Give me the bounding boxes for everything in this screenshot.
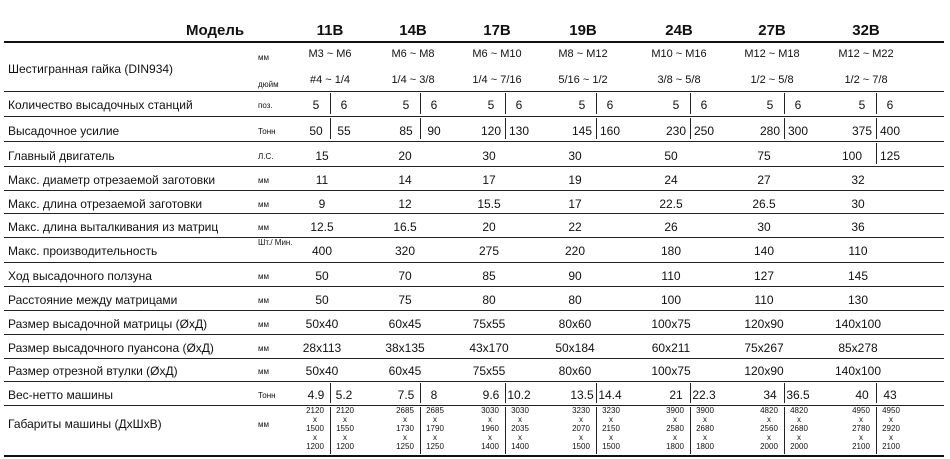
table-cell: 250 [693, 124, 715, 138]
table-cell: 5 [672, 98, 680, 112]
table-cell: 50x184 [555, 341, 595, 355]
table-cell: 6 [430, 98, 438, 112]
dimension-value: 2685 [396, 406, 414, 415]
table-cell: 36 [851, 220, 865, 234]
cell-divider [420, 407, 421, 454]
dimension-value: x [518, 415, 522, 424]
table-cell: 145 [571, 124, 593, 138]
table-cell: 10.2 [507, 388, 531, 402]
table-cell: 230 [665, 124, 687, 138]
weight-label: Вес-нетто машины [8, 388, 113, 402]
table-cell: 120x90 [744, 364, 784, 378]
table-cell: 130 [847, 293, 869, 307]
punch_size-label: Размер высадочного пуансона (ØхД) [8, 341, 214, 355]
table-cell: 5 [312, 98, 320, 112]
dimension-value: x [579, 415, 583, 424]
dimension-value: x [889, 433, 893, 442]
dimension-value: 1800 [666, 442, 684, 451]
dimension-value: 3900 [696, 406, 714, 415]
table-cell: 6 [886, 98, 894, 112]
table-cell: 5/16 ~ 1/2 [558, 74, 608, 86]
table-cell: 7.5 [397, 388, 415, 402]
dimension-value: 4950 [882, 406, 900, 415]
dimension-value: 3900 [666, 406, 684, 415]
dimension-value: 3030 [481, 406, 499, 415]
dimension-value: 2685 [426, 406, 444, 415]
table-cell: 90 [568, 269, 582, 283]
model-column-header: 19B [569, 22, 597, 39]
dimension-value: x [609, 415, 613, 424]
table-cell: 12 [398, 197, 412, 211]
table-cell: 300 [787, 124, 809, 138]
dimension-value: 1200 [306, 442, 324, 451]
table-cell: 50 [315, 293, 329, 307]
row-divider [4, 213, 944, 214]
cell-divider [876, 383, 877, 403]
dimension-value: x [313, 415, 317, 424]
dimension-value: 2920 [882, 424, 900, 433]
dimension-value: 1800 [696, 442, 714, 451]
dimension-value: x [343, 433, 347, 442]
dimension-value: 2100 [852, 442, 870, 451]
table-cell: 20 [482, 220, 496, 234]
cell-divider [690, 93, 691, 114]
table-cell: 6 [340, 98, 348, 112]
table-cell: 85 [482, 269, 496, 283]
table-cell: 100 [841, 149, 863, 163]
table-cell: 15.5 [477, 197, 501, 211]
table-cell: 110 [754, 293, 774, 307]
table-cell: 14 [398, 173, 412, 187]
stations-label: Количество высадочных станций [8, 98, 193, 112]
cell-divider [596, 407, 597, 454]
table-cell: 5 [487, 98, 495, 112]
table-cell: 26 [664, 220, 678, 234]
table-cell: 5 [402, 98, 410, 112]
model-column-header: 14B [399, 22, 427, 39]
unit-label: мм [258, 53, 269, 62]
cell-divider [596, 93, 597, 114]
model-column-header: 24B [665, 22, 693, 39]
cell-divider [876, 93, 877, 114]
table-cell: 36.5 [786, 388, 810, 402]
row-divider [4, 358, 944, 359]
table-cell: 13.5 [570, 388, 594, 402]
table-cell: 75 [757, 149, 771, 163]
table-cell: 9.6 [482, 388, 500, 402]
table-cell: M12 ~ M22 [838, 48, 894, 60]
table-cell: 375 [851, 124, 873, 138]
unit-label: мм [258, 223, 269, 232]
table-cell: 400 [311, 244, 333, 258]
dimension-value: 1500 [602, 442, 620, 451]
table-cell: 30 [757, 220, 771, 234]
table-cell: 127 [753, 269, 775, 283]
dimension-value: x [488, 415, 492, 424]
model-header-label: Модель [186, 22, 245, 39]
table-cell: 100 [660, 293, 682, 307]
dimension-value: 2780 [852, 424, 870, 433]
unit-label: Л.С. [258, 152, 274, 161]
row-divider [4, 381, 944, 382]
table-cell: 24 [664, 173, 678, 187]
dimension-value: x [889, 415, 893, 424]
table-cell: M3 ~ M6 [308, 48, 352, 60]
table-cell: 85 [399, 124, 413, 138]
dimension-value: 1500 [572, 442, 590, 451]
unit-label: мм [258, 296, 269, 305]
dimension-value: 1790 [426, 424, 444, 433]
dimension-value: 2100 [882, 442, 900, 451]
row-divider [4, 334, 944, 335]
cell-divider [330, 407, 331, 454]
dimension-value: 2035 [511, 424, 529, 433]
table-cell: 100x75 [651, 317, 691, 331]
table-cell: 6 [606, 98, 614, 112]
table-cell: M12 ~ M18 [744, 48, 800, 60]
motor-label: Главный двигатель [8, 149, 115, 163]
unit-label: мм [258, 272, 269, 281]
dimension-value: 2580 [666, 424, 684, 433]
table-cell: 14.4 [598, 388, 622, 402]
table-cell: 55 [337, 124, 351, 138]
table-cell: M8 ~ M12 [558, 48, 608, 60]
dimension-value: x [703, 415, 707, 424]
dimension-value: 2560 [760, 424, 778, 433]
table-cell: 140 [753, 244, 775, 258]
table-cell: 6 [700, 98, 708, 112]
model-column-header: 27B [758, 22, 786, 39]
dimension-value: 2150 [602, 424, 620, 433]
row-divider [4, 262, 944, 263]
table-cell: 130 [508, 124, 530, 138]
table-cell: 100x75 [651, 364, 691, 378]
cell-divider [505, 383, 506, 403]
dimension-value: x [403, 433, 407, 442]
dimension-value: 1960 [481, 424, 499, 433]
dimension-value: 4820 [790, 406, 808, 415]
table-cell: 80x60 [558, 317, 592, 331]
table-cell: 43x170 [469, 341, 509, 355]
table-cell: 22.5 [659, 197, 683, 211]
unit-label: Тонн [258, 127, 276, 136]
cell-divider [784, 118, 785, 139]
dimension-value: x [579, 433, 583, 442]
row-divider [4, 190, 944, 191]
dimension-value: 2000 [790, 442, 808, 451]
dimension-value: x [313, 433, 317, 442]
table-cell: 280 [759, 124, 781, 138]
table-cell: 275 [478, 244, 500, 258]
cell-divider [596, 383, 597, 403]
table-cell: 80 [568, 293, 582, 307]
unit-label: мм [258, 200, 269, 209]
dimension-value: 4820 [760, 406, 778, 415]
table-cell: 1/4 ~ 3/8 [391, 74, 435, 86]
table-cell: 75x55 [472, 364, 506, 378]
table-cell: M6 ~ M10 [472, 48, 522, 60]
nut-label: Шестигранная гайка (DIN934) [8, 62, 174, 76]
table-cell: 32 [851, 173, 865, 187]
productivity-label: Макс. производительность [8, 244, 158, 258]
cell-divider [690, 407, 691, 454]
table-cell: 5 [578, 98, 586, 112]
dimension-value: 2000 [760, 442, 778, 451]
dimension-value: 1250 [426, 442, 444, 451]
dimension-value: x [403, 415, 407, 424]
table-cell: 22.3 [692, 388, 716, 402]
table-cell: 120x90 [744, 317, 784, 331]
dimension-value: 3230 [602, 406, 620, 415]
dimension-value: 3230 [572, 406, 590, 415]
unit-label: мм [258, 176, 269, 185]
table-cell: 220 [564, 244, 586, 258]
table-cell: 50x40 [305, 317, 339, 331]
table-cell: 120 [480, 124, 502, 138]
table-cell: 9 [318, 197, 326, 211]
table-cell: 40 [855, 388, 869, 402]
dimension-value: x [673, 433, 677, 442]
unit-label: мм [258, 420, 269, 429]
table-cell: 11 [315, 173, 329, 187]
dimension-value: x [433, 433, 437, 442]
dimension-value: 1730 [396, 424, 414, 433]
cell-divider [784, 407, 785, 454]
table-cell: 3/8 ~ 5/8 [657, 74, 701, 86]
table-cell: 80x60 [558, 364, 592, 378]
table-cell: 75 [398, 293, 412, 307]
cell-divider [420, 383, 421, 403]
table-cell: 50x40 [305, 364, 339, 378]
table-cell: 50 [315, 269, 329, 283]
table-cell: 30 [568, 149, 582, 163]
table-cell: 400 [879, 124, 901, 138]
dimension-value: 1400 [511, 442, 529, 451]
dimension-value: x [488, 433, 492, 442]
table-cell: 80 [482, 293, 496, 307]
dimension-value: x [859, 415, 863, 424]
unit-label: мм [258, 320, 269, 329]
dimension-value: x [797, 415, 801, 424]
dimension-value: 3030 [511, 406, 529, 415]
unit-label: поз. [258, 101, 273, 110]
dimension-value: x [767, 433, 771, 442]
unit-label: Шт./ Мин. [258, 238, 293, 247]
table-cell: 30 [482, 149, 496, 163]
table-cell: #4 ~ 1/4 [309, 74, 351, 86]
dimension-value: x [343, 415, 347, 424]
row-divider [4, 310, 944, 311]
table-cell: 110 [661, 269, 681, 283]
row-divider [4, 116, 944, 117]
dimension-value: 2120 [306, 406, 324, 415]
die_size-label: Размер высадочной матрицы (ØхД) [8, 317, 208, 331]
dimension-value: x [673, 415, 677, 424]
cut_diameter-label: Макс. диаметр отрезаемой заготовки [8, 173, 216, 187]
row-divider [4, 141, 944, 142]
cell-divider [505, 93, 506, 114]
table-cell: 4.9 [307, 388, 325, 402]
cut_length-label: Макс. длина отрезаемой заготовки [8, 197, 203, 211]
dimension-value: 2680 [696, 424, 714, 433]
die_pitch-label: Расстояние между матрицами [8, 293, 178, 307]
cell-divider [690, 383, 691, 403]
ram_stroke-label: Ход высадочного ползуна [8, 269, 152, 283]
cell-divider [876, 118, 877, 139]
table-cell: 20 [398, 149, 412, 163]
dimension-value: 2120 [336, 406, 354, 415]
table-cell: M10 ~ M16 [651, 48, 707, 60]
table-cell: 110 [848, 244, 868, 258]
dimension-value: 1550 [336, 424, 354, 433]
cell-divider [505, 407, 506, 454]
table-cell: 1/2 ~ 7/8 [844, 74, 888, 86]
table-cell: 5 [766, 98, 774, 112]
table-cell: 70 [398, 269, 412, 283]
table-cell: 50 [309, 124, 323, 138]
table-cell: 38x135 [385, 341, 425, 355]
table-cell: 160 [599, 124, 621, 138]
dimension-value: x [859, 433, 863, 442]
table-cell: 15 [315, 149, 329, 163]
eject_length-label: Макс. длина выталкивания из матриц [8, 220, 219, 234]
table-cell: 5.2 [335, 388, 353, 402]
cell-divider [420, 118, 421, 139]
table-cell: 50 [664, 149, 678, 163]
dimension-value: 4950 [852, 406, 870, 415]
table-cell: 5 [858, 98, 866, 112]
table-cell: 17 [482, 173, 496, 187]
dimension-value: 2680 [790, 424, 808, 433]
table-cell: 85x278 [838, 341, 878, 355]
table-cell: 60x211 [651, 341, 691, 355]
table-cell: M6 ~ M8 [391, 48, 435, 60]
unit-label: мм [258, 344, 269, 353]
table-cell: 75x267 [744, 341, 784, 355]
dimension-value: 2070 [572, 424, 590, 433]
dimension-value: x [767, 415, 771, 424]
row-divider [4, 455, 944, 457]
table-cell: 26.5 [752, 197, 776, 211]
table-cell: 22 [568, 220, 582, 234]
row-divider [4, 286, 944, 287]
table-cell: 43 [883, 388, 897, 402]
cell-divider [784, 383, 785, 403]
table-cell: 6 [515, 98, 523, 112]
cell-divider [876, 143, 877, 164]
table-cell: 1/2 ~ 5/8 [750, 74, 794, 86]
table-cell: 21 [669, 388, 683, 402]
table-cell: 60x45 [388, 317, 422, 331]
cell-divider [876, 407, 877, 454]
table-cell: 6 [794, 98, 802, 112]
dimension-value: 1200 [336, 442, 354, 451]
dimension-value: x [433, 415, 437, 424]
cell-divider [596, 118, 597, 139]
table-cell: 8 [430, 388, 438, 402]
table-cell: 180 [660, 244, 682, 258]
table-cell: 19 [568, 173, 582, 187]
model-column-header: 32B [852, 22, 880, 39]
table-cell: 145 [847, 269, 869, 283]
dimension-value: x [609, 433, 613, 442]
dimension-value: 1250 [396, 442, 414, 451]
dimensions-label: Габариты машины (ДхШхВ) [8, 417, 162, 431]
table-cell: 320 [394, 244, 416, 258]
table-cell: 34 [763, 388, 777, 402]
cell-divider [420, 93, 421, 114]
cell-divider [330, 93, 331, 114]
table-cell: 140x100 [834, 364, 882, 378]
table-cell: 140x100 [834, 317, 882, 331]
table-cell: 75x55 [472, 317, 506, 331]
unit-label: дюйм [258, 80, 279, 89]
table-cell: 90 [427, 124, 441, 138]
table-cell: 12.5 [310, 220, 334, 234]
unit-label: Тонн [258, 391, 276, 400]
dimension-value: x [703, 433, 707, 442]
table-cell: 28x113 [302, 341, 342, 355]
table-cell: 125 [879, 149, 901, 163]
table-cell: 17 [568, 197, 582, 211]
row-divider [4, 41, 944, 43]
cell-divider [330, 383, 331, 403]
table-cell: 60x45 [388, 364, 422, 378]
cell-divider [330, 118, 331, 139]
quill_size-label: Размер отрезной втулки (ØхД) [8, 364, 178, 378]
table-cell: 16.5 [393, 220, 417, 234]
dimension-value: 1400 [481, 442, 499, 451]
dimension-value: 1500 [306, 424, 324, 433]
row-divider [4, 91, 944, 92]
table-cell: 27 [757, 173, 771, 187]
model-column-header: 17B [483, 22, 511, 39]
row-divider [4, 237, 944, 238]
table-cell: 30 [851, 197, 865, 211]
dimension-value: x [518, 433, 522, 442]
model-column-header: 11B [316, 22, 344, 39]
force-label: Высадочное усилие [8, 124, 120, 138]
unit-label: мм [258, 367, 269, 376]
row-divider [4, 166, 944, 167]
cell-divider [505, 118, 506, 139]
cell-divider [690, 118, 691, 139]
cell-divider [784, 93, 785, 114]
dimension-value: x [797, 433, 801, 442]
table-cell: 1/4 ~ 7/16 [472, 74, 522, 86]
